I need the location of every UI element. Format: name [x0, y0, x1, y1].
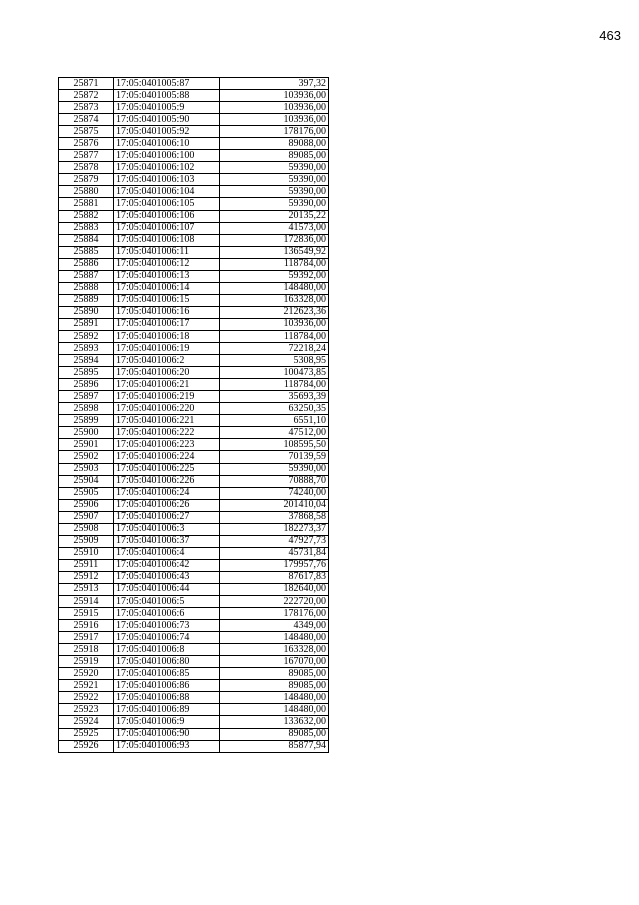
cadastral-value-cell: 89085,00: [220, 680, 329, 692]
cadastral-value-cell: 108595,50: [220, 439, 329, 451]
cadastral-value-cell: 178176,00: [220, 608, 329, 620]
row-number-cell: 25914: [59, 596, 114, 608]
cadastral-value-cell: 148480,00: [220, 632, 329, 644]
table-row: [59, 716, 329, 728]
cadastral-value-cell: 59390,00: [220, 162, 329, 174]
table-row: [59, 246, 329, 258]
table-row: [59, 379, 329, 391]
cadastral-number-cell: 17:05:0401006:17: [114, 318, 220, 330]
cadastral-number-cell: 17:05:0401006:105: [114, 198, 220, 210]
cadastral-value-cell: 45731,84: [220, 547, 329, 559]
cadastral-number-cell: 17:05:0401006:108: [114, 234, 220, 246]
cadastral-number-cell: 17:05:0401006:15: [114, 294, 220, 306]
cadastral-value-cell: 4349,00: [220, 620, 329, 632]
cadastral-number-cell: 17:05:0401006:73: [114, 620, 220, 632]
row-number-cell: 25886: [59, 258, 114, 270]
cadastral-value-cell: 148480,00: [220, 692, 329, 704]
table-row: [59, 427, 329, 439]
cadastral-number-cell: 17:05:0401005:88: [114, 90, 220, 102]
cadastral-number-cell: 17:05:0401006:106: [114, 210, 220, 222]
table-row: [59, 704, 329, 716]
cadastral-value-cell: 148480,00: [220, 282, 329, 294]
cadastral-value-cell: 178176,00: [220, 126, 329, 138]
cadastral-number-cell: 17:05:0401006:14: [114, 282, 220, 294]
table-row: [59, 114, 329, 126]
table-row: [59, 222, 329, 234]
cadastral-number-cell: 17:05:0401006:4: [114, 547, 220, 559]
cadastral-number-cell: 17:05:0401006:21: [114, 379, 220, 391]
row-number-cell: 25884: [59, 234, 114, 246]
cadastral-number-cell: 17:05:0401005:92: [114, 126, 220, 138]
row-number-cell: 25883: [59, 222, 114, 234]
cadastral-number-cell: 17:05:0401006:224: [114, 451, 220, 463]
row-number-cell: 25895: [59, 367, 114, 379]
table-row: [59, 583, 329, 595]
table-row: [59, 523, 329, 535]
cadastral-number-cell: 17:05:0401005:90: [114, 114, 220, 126]
cadastral-number-cell: 17:05:0401006:9: [114, 716, 220, 728]
cadastral-value-cell: 35693,39: [220, 391, 329, 403]
cadastral-value-cell: 87617,83: [220, 571, 329, 583]
cadastral-number-cell: 17:05:0401006:74: [114, 632, 220, 644]
row-number-cell: 25918: [59, 644, 114, 656]
table-row: [59, 270, 329, 282]
table-row: [59, 258, 329, 270]
cadastral-value-table: [58, 77, 329, 753]
cadastral-value-cell: 118784,00: [220, 258, 329, 270]
cadastral-value-cell: 163328,00: [220, 644, 329, 656]
cadastral-number-cell: 17:05:0401006:100: [114, 150, 220, 162]
cadastral-number-cell: 17:05:0401006:13: [114, 270, 220, 282]
table-row: [59, 210, 329, 222]
table-row: [59, 511, 329, 523]
table-row: [59, 294, 329, 306]
cadastral-number-cell: 17:05:0401006:102: [114, 162, 220, 174]
cadastral-number-cell: 17:05:0401006:107: [114, 222, 220, 234]
table-row: [59, 391, 329, 403]
row-number-cell: 25878: [59, 162, 114, 174]
table-row: [59, 571, 329, 583]
row-number-cell: 25924: [59, 716, 114, 728]
cadastral-value-cell: 74240,00: [220, 487, 329, 499]
row-number-cell: 25899: [59, 415, 114, 427]
table-row: [59, 78, 329, 90]
cadastral-number-cell: 17:05:0401006:5: [114, 596, 220, 608]
cadastral-number-cell: 17:05:0401006:20: [114, 367, 220, 379]
cadastral-number-cell: 17:05:0401006:222: [114, 427, 220, 439]
cadastral-value-cell: 63250,35: [220, 403, 329, 415]
cadastral-number-cell: 17:05:0401005:87: [114, 78, 220, 90]
row-number-cell: 25903: [59, 463, 114, 475]
cadastral-number-cell: 17:05:0401006:27: [114, 511, 220, 523]
cadastral-number-cell: 17:05:0401006:223: [114, 439, 220, 451]
row-number-cell: 25908: [59, 523, 114, 535]
cadastral-value-cell: 179957,76: [220, 559, 329, 571]
row-number-cell: 25912: [59, 571, 114, 583]
cadastral-value-cell: 89085,00: [220, 150, 329, 162]
table-row: [59, 138, 329, 150]
row-number-cell: 25875: [59, 126, 114, 138]
row-number-cell: 25905: [59, 487, 114, 499]
row-number-cell: 25923: [59, 704, 114, 716]
row-number-cell: 25898: [59, 403, 114, 415]
table-body: [59, 78, 329, 753]
cadastral-value-cell: 103936,00: [220, 318, 329, 330]
row-number-cell: 25873: [59, 102, 114, 114]
table-row: [59, 559, 329, 571]
table-row: [59, 451, 329, 463]
row-number-cell: 25897: [59, 391, 114, 403]
cadastral-number-cell: 17:05:0401006:42: [114, 559, 220, 571]
table-row: [59, 102, 329, 114]
table-row: [59, 620, 329, 632]
row-number-cell: 25907: [59, 511, 114, 523]
table-row: [59, 644, 329, 656]
cadastral-value-cell: 70139,59: [220, 451, 329, 463]
table-row: [59, 234, 329, 246]
cadastral-number-cell: 17:05:0401006:19: [114, 343, 220, 355]
table-row: [59, 656, 329, 668]
cadastral-value-cell: 89085,00: [220, 728, 329, 740]
table-row: [59, 126, 329, 138]
row-number-cell: 25920: [59, 668, 114, 680]
cadastral-value-cell: 222720,00: [220, 596, 329, 608]
row-number-cell: 25876: [59, 138, 114, 150]
cadastral-number-cell: 17:05:0401006:89: [114, 704, 220, 716]
cadastral-value-cell: 59390,00: [220, 174, 329, 186]
cadastral-value-cell: 118784,00: [220, 379, 329, 391]
row-number-cell: 25921: [59, 680, 114, 692]
cadastral-value-cell: 163328,00: [220, 294, 329, 306]
row-number-cell: 25871: [59, 78, 114, 90]
row-number-cell: 25892: [59, 330, 114, 342]
cadastral-value-cell: 100473,85: [220, 367, 329, 379]
cadastral-number-cell: 17:05:0401006:24: [114, 487, 220, 499]
cadastral-number-cell: 17:05:0401006:80: [114, 656, 220, 668]
cadastral-number-cell: 17:05:0401006:88: [114, 692, 220, 704]
row-number-cell: 25904: [59, 475, 114, 487]
table-row: [59, 632, 329, 644]
table-row: [59, 668, 329, 680]
row-number-cell: 25909: [59, 535, 114, 547]
cadastral-number-cell: 17:05:0401006:86: [114, 680, 220, 692]
cadastral-number-cell: 17:05:0401006:225: [114, 463, 220, 475]
cadastral-value-cell: 59390,00: [220, 198, 329, 210]
cadastral-number-cell: 17:05:0401006:226: [114, 475, 220, 487]
cadastral-number-cell: 17:05:0401006:10: [114, 138, 220, 150]
table-row: [59, 150, 329, 162]
cadastral-value-cell: 47512,00: [220, 427, 329, 439]
table-row: [59, 487, 329, 499]
cadastral-value-cell: 72218,24: [220, 343, 329, 355]
cadastral-number-cell: 17:05:0401006:6: [114, 608, 220, 620]
cadastral-value-cell: 85877,94: [220, 740, 329, 752]
cadastral-value-cell: 41573,00: [220, 222, 329, 234]
cadastral-number-cell: 17:05:0401006:85: [114, 668, 220, 680]
row-number-cell: 25902: [59, 451, 114, 463]
table-row: [59, 198, 329, 210]
page-number: 463: [599, 28, 621, 43]
cadastral-value-cell: 89085,00: [220, 668, 329, 680]
row-number-cell: 25917: [59, 632, 114, 644]
cadastral-value-cell: 167070,00: [220, 656, 329, 668]
cadastral-number-cell: 17:05:0401006:18: [114, 330, 220, 342]
table-row: [59, 728, 329, 740]
cadastral-number-cell: 17:05:0401006:12: [114, 258, 220, 270]
table-row: [59, 680, 329, 692]
row-number-cell: 25893: [59, 343, 114, 355]
row-number-cell: 25922: [59, 692, 114, 704]
table-row: [59, 463, 329, 475]
table-row: [59, 330, 329, 342]
cadastral-number-cell: 17:05:0401006:90: [114, 728, 220, 740]
table-row: [59, 367, 329, 379]
cadastral-number-cell: 17:05:0401006:44: [114, 583, 220, 595]
cadastral-number-cell: 17:05:0401006:220: [114, 403, 220, 415]
cadastral-value-cell: 5308,95: [220, 355, 329, 367]
table-row: [59, 547, 329, 559]
cadastral-value-cell: 59392,00: [220, 270, 329, 282]
row-number-cell: 25889: [59, 294, 114, 306]
cadastral-value-cell: 201410,04: [220, 499, 329, 511]
table-row: [59, 415, 329, 427]
cadastral-value-cell: 148480,00: [220, 704, 329, 716]
row-number-cell: 25906: [59, 499, 114, 511]
row-number-cell: 25880: [59, 186, 114, 198]
row-number-cell: 25891: [59, 318, 114, 330]
row-number-cell: 25910: [59, 547, 114, 559]
cadastral-value-cell: 212623,36: [220, 306, 329, 318]
cadastral-number-cell: 17:05:0401006:16: [114, 306, 220, 318]
row-number-cell: 25887: [59, 270, 114, 282]
row-number-cell: 25900: [59, 427, 114, 439]
cadastral-value-cell: 103936,00: [220, 102, 329, 114]
cadastral-value-cell: 136549,92: [220, 246, 329, 258]
row-number-cell: 25888: [59, 282, 114, 294]
cadastral-value-cell: 133632,00: [220, 716, 329, 728]
cadastral-value-cell: 6551,10: [220, 415, 329, 427]
table-row: [59, 608, 329, 620]
cadastral-value-cell: 182640,00: [220, 583, 329, 595]
cadastral-value-cell: 397,32: [220, 78, 329, 90]
cadastral-number-cell: 17:05:0401005:9: [114, 102, 220, 114]
cadastral-number-cell: 17:05:0401006:2: [114, 355, 220, 367]
cadastral-value-cell: 37868,58: [220, 511, 329, 523]
cadastral-value-cell: 20135,22: [220, 210, 329, 222]
cadastral-value-cell: 182273,37: [220, 523, 329, 535]
cadastral-number-cell: 17:05:0401006:93: [114, 740, 220, 752]
cadastral-value-cell: 89088,00: [220, 138, 329, 150]
row-number-cell: 25913: [59, 583, 114, 595]
row-number-cell: 25894: [59, 355, 114, 367]
cadastral-value-cell: 103936,00: [220, 90, 329, 102]
table-row: [59, 318, 329, 330]
row-number-cell: 25874: [59, 114, 114, 126]
table-row: [59, 186, 329, 198]
cadastral-value-cell: 103936,00: [220, 114, 329, 126]
table-row: [59, 282, 329, 294]
cadastral-value-cell: 118784,00: [220, 330, 329, 342]
row-number-cell: 25915: [59, 608, 114, 620]
cadastral-number-cell: 17:05:0401006:8: [114, 644, 220, 656]
table-row: [59, 403, 329, 415]
cadastral-value-cell: 59390,00: [220, 186, 329, 198]
cadastral-number-cell: 17:05:0401006:26: [114, 499, 220, 511]
table-row: [59, 90, 329, 102]
row-number-cell: 25881: [59, 198, 114, 210]
table-row: [59, 439, 329, 451]
table-row: [59, 475, 329, 487]
cadastral-number-cell: 17:05:0401006:219: [114, 391, 220, 403]
table-row: [59, 343, 329, 355]
row-number-cell: 25926: [59, 740, 114, 752]
cadastral-number-cell: 17:05:0401006:103: [114, 174, 220, 186]
row-number-cell: 25896: [59, 379, 114, 391]
row-number-cell: 25882: [59, 210, 114, 222]
row-number-cell: 25877: [59, 150, 114, 162]
cadastral-number-cell: 17:05:0401006:221: [114, 415, 220, 427]
cadastral-number-cell: 17:05:0401006:43: [114, 571, 220, 583]
cadastral-number-cell: 17:05:0401006:3: [114, 523, 220, 535]
table-row: [59, 355, 329, 367]
row-number-cell: 25885: [59, 246, 114, 258]
row-number-cell: 25879: [59, 174, 114, 186]
cadastral-number-cell: 17:05:0401006:104: [114, 186, 220, 198]
cadastral-value-cell: 47927,73: [220, 535, 329, 547]
table-row: [59, 535, 329, 547]
cadastral-value-cell: 70888,70: [220, 475, 329, 487]
cadastral-value-cell: 172836,00: [220, 234, 329, 246]
table-row: [59, 740, 329, 752]
row-number-cell: 25919: [59, 656, 114, 668]
table-row: [59, 692, 329, 704]
table-row: [59, 174, 329, 186]
row-number-cell: 25890: [59, 306, 114, 318]
table-row: [59, 499, 329, 511]
cadastral-number-cell: 17:05:0401006:11: [114, 246, 220, 258]
table-row: [59, 306, 329, 318]
row-number-cell: 25916: [59, 620, 114, 632]
cadastral-value-cell: 59390,00: [220, 463, 329, 475]
row-number-cell: 25901: [59, 439, 114, 451]
cadastral-number-cell: 17:05:0401006:37: [114, 535, 220, 547]
table-row: [59, 162, 329, 174]
row-number-cell: 25911: [59, 559, 114, 571]
row-number-cell: 25925: [59, 728, 114, 740]
table-row: [59, 596, 329, 608]
row-number-cell: 25872: [59, 90, 114, 102]
